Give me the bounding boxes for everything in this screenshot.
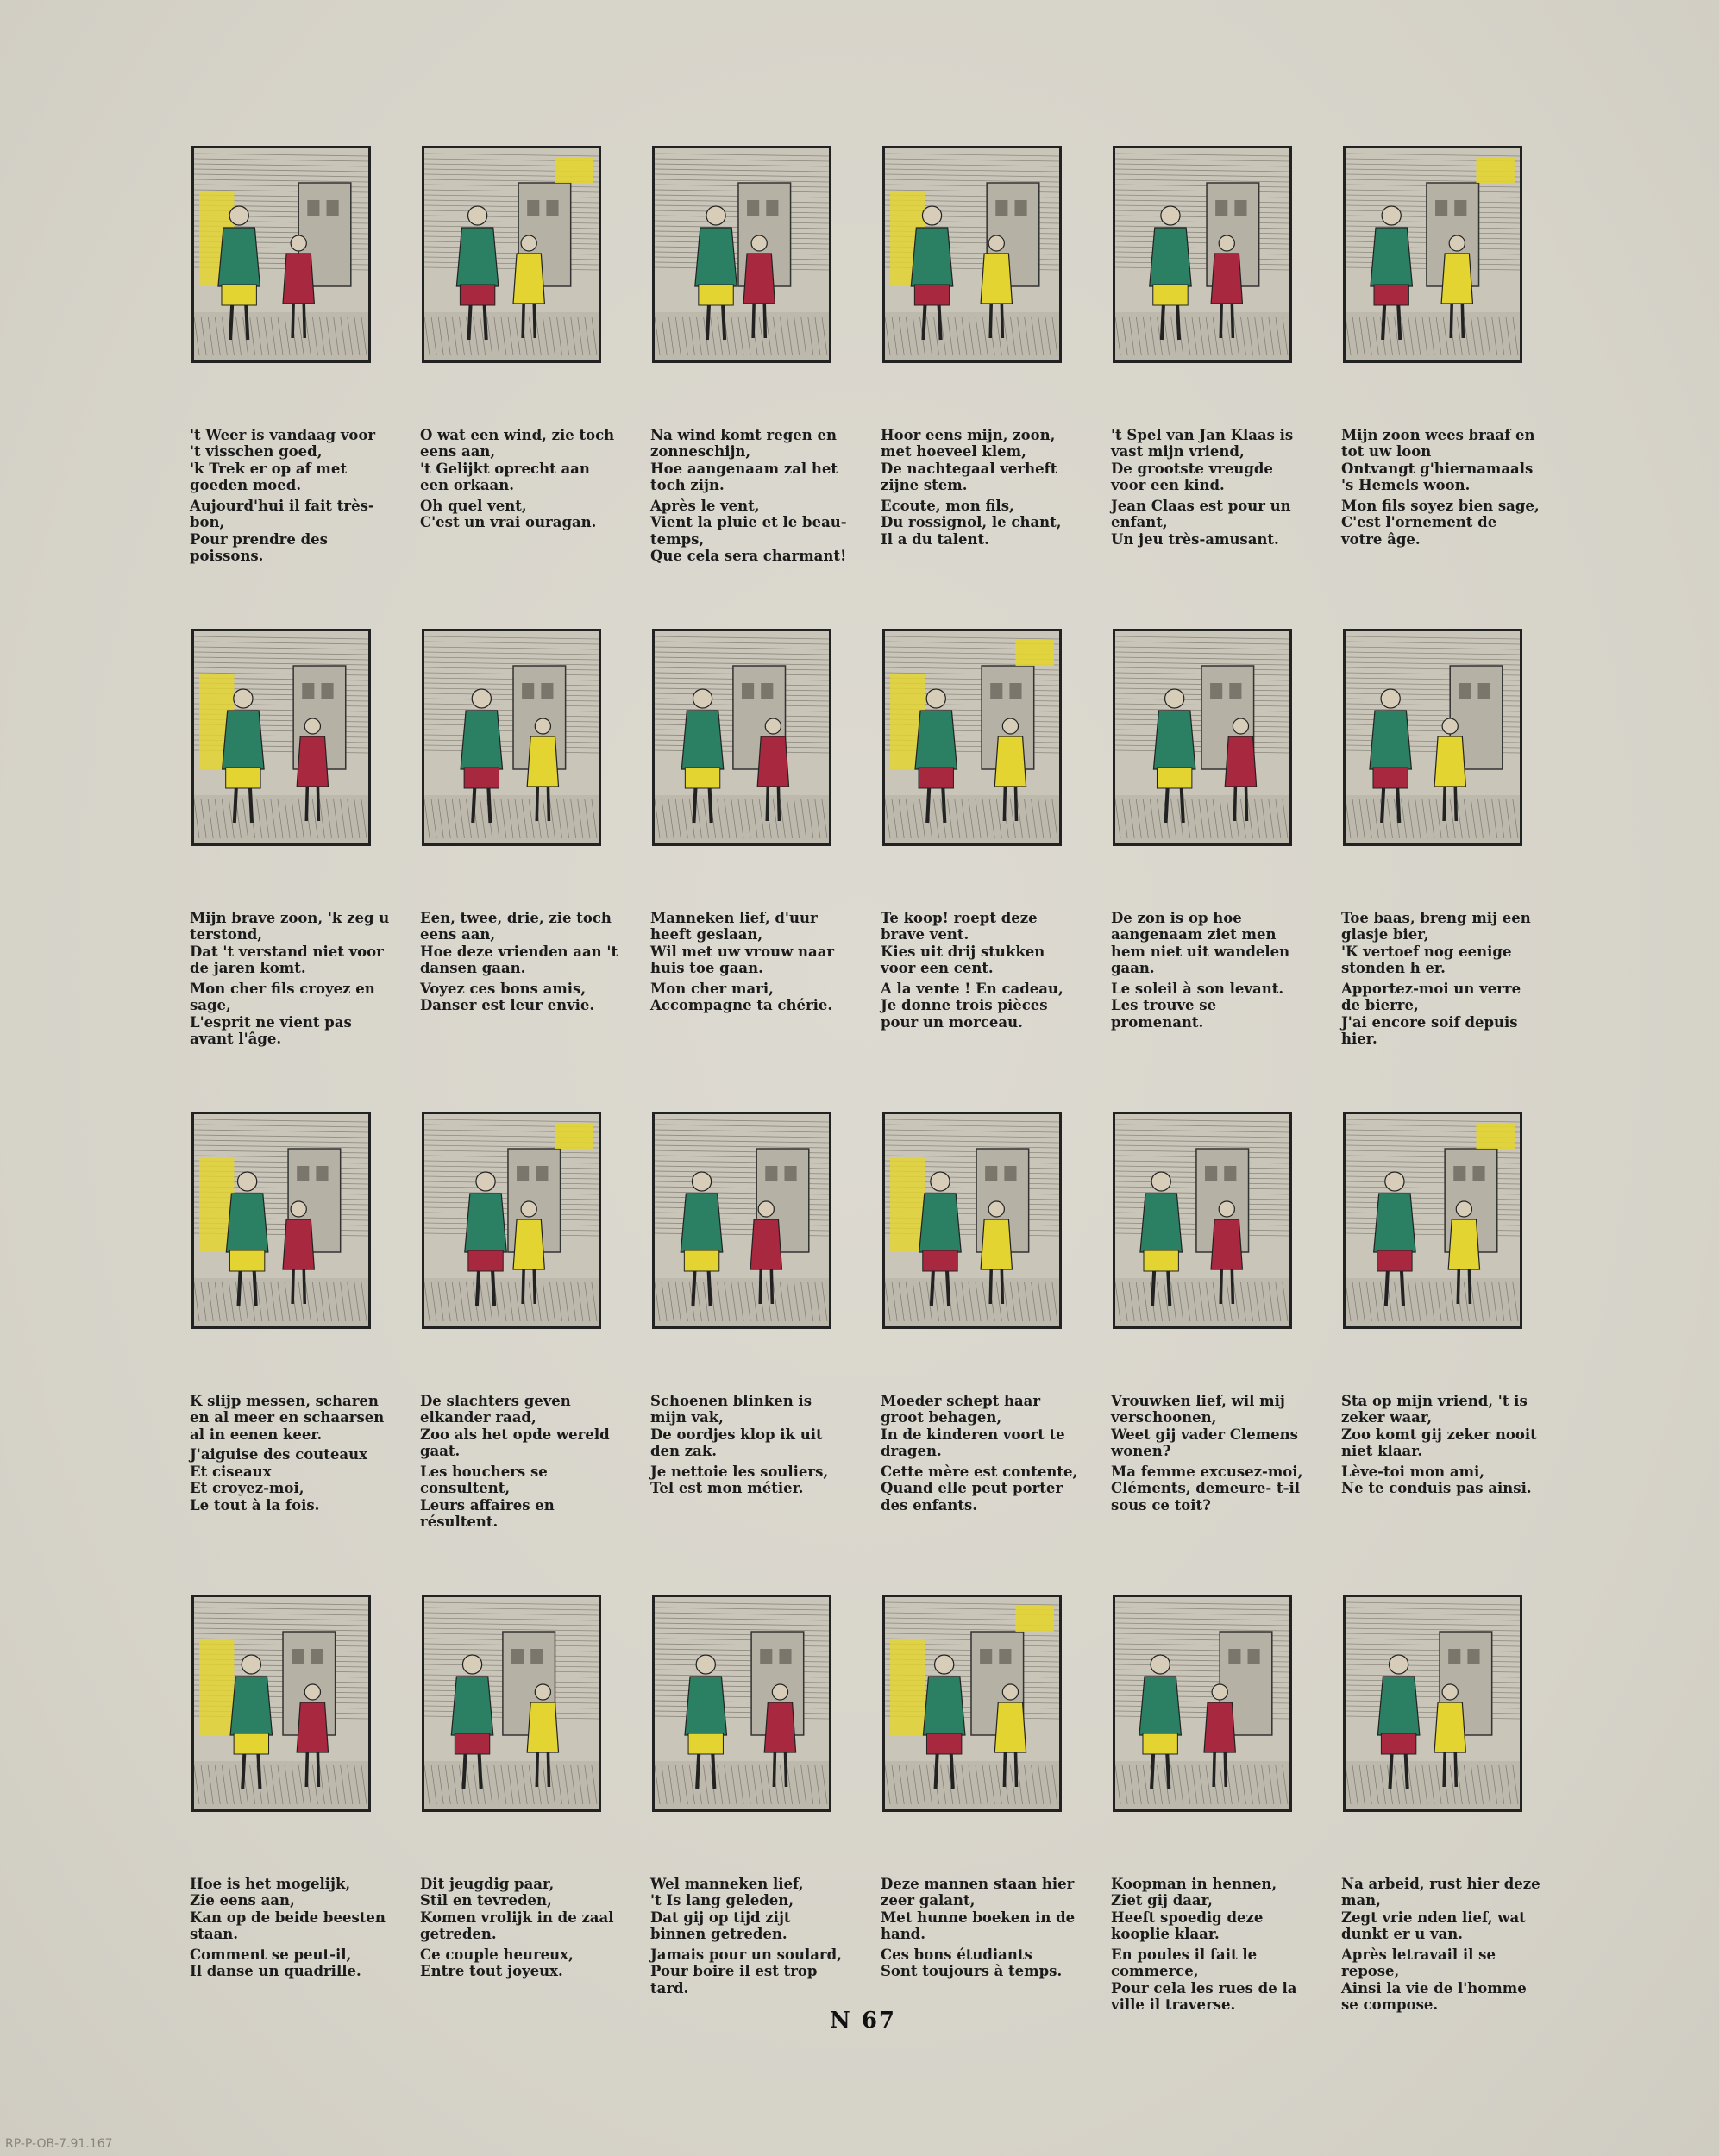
woodcut-picture	[882, 146, 1062, 363]
caption-dutch: Toe baas, breng mij een glasje bier, 'K vertoef nog eenige stonden h er.	[1341, 909, 1531, 976]
caption-dutch: Wel manneken lief, 't Is lang geleden, Dat gij op tijd zijt binnen getreden.	[650, 1875, 804, 1942]
caption	[1111, 1376, 1311, 1531]
caption	[650, 1376, 850, 1514]
caption-dutch: Koopman in hennen, Ziet gij daar, Heeft spoedig deze kooplie klaar.	[1111, 1875, 1277, 1942]
page-number: N 67	[830, 2008, 896, 2034]
woodcut-picture	[191, 629, 371, 846]
caption-dutch: De zon is op hoe aangenaam ziet men hem niet uit wandelen gaan.	[1111, 909, 1290, 976]
woodcut-picture	[882, 629, 1062, 846]
print-cell-8	[403, 617, 631, 1100]
print-cell-17	[1094, 1100, 1322, 1583]
woodcut-picture	[1113, 1112, 1292, 1329]
woodcut-picture	[191, 1595, 371, 1812]
print-cell-1	[173, 134, 401, 617]
caption-dutch: Na wind komt regen en zonneschijn, Hoe aangenaam zal het toch zijn.	[650, 426, 838, 493]
woodcut-picture	[1113, 146, 1292, 363]
caption-dutch: Moeder schept haar groot behagen, In de kinderen voort te dragen.	[881, 1392, 1065, 1459]
woodcut-picture	[1343, 629, 1522, 846]
caption-dutch: K slijp messen, scharen en al meer en schaarsen al in eenen keer.	[190, 1392, 385, 1443]
inventory-stamp: RP-P-OB-7.91.167	[5, 2137, 113, 2151]
caption-dutch: De slachters geven elkander raad, Zoo als het opde wereld gaat.	[420, 1392, 610, 1459]
caption-french: Ma femme excusez-moi, Cléments, demeure- t-il sous ce toit?	[1111, 1463, 1303, 1514]
woodcut-picture	[882, 1595, 1062, 1812]
print-cell-21	[633, 1583, 862, 2065]
woodcut-picture	[1113, 629, 1292, 846]
caption	[650, 893, 850, 1031]
caption-french: Mon cher mari, Accompagne ta chérie.	[650, 980, 833, 1013]
caption-dutch: Hoe is het mogelijk, Zie eens aan, Kan op de beide beesten staan.	[190, 1875, 386, 1942]
caption	[190, 1858, 390, 1996]
caption-dutch: Hoor eens mijn, zoon, met hoeveel klem, De nachtegaal verheft zijne stem.	[881, 426, 1057, 493]
caption	[1341, 893, 1541, 1064]
caption-french: Après letravail il se repose, Ainsi la vie de l'homme se compose.	[1341, 1946, 1527, 2013]
caption-french: Ecoute, mon fils, Du rossignol, le chant, Il a du talent.	[881, 497, 1062, 548]
caption-french: Jean Claas est pour un enfant, Un jeu très-amusant.	[1111, 497, 1291, 548]
woodcut-picture	[652, 146, 831, 363]
caption-french: Voyez ces bons amis, Danser est leur envie.	[420, 980, 595, 1013]
caption-dutch: Na arbeid, rust hier deze man, Zegt vrie nden lief, wat dunkt er u van.	[1341, 1875, 1540, 1942]
caption-french: Je nettoie les souliers, Tel est mon métier.	[650, 1463, 829, 1496]
caption-dutch: Dit jeugdig paar, Stil en tevreden, Komen vrolijk in de zaal getreden.	[420, 1875, 614, 1942]
caption	[420, 893, 620, 1031]
caption	[190, 410, 390, 581]
caption-dutch: Schoenen blinken is mijn vak, De oordjes klop ik uit den zak.	[650, 1392, 823, 1459]
caption-french: J'aiguise des couteaux Et ciseaux Et croyez-moi, Le tout à la fois.	[190, 1446, 367, 1514]
print-cell-24	[1324, 1583, 1553, 2065]
print-cell-23	[1094, 1583, 1322, 2065]
caption	[190, 1376, 390, 1531]
caption-french: Mon cher fils croyez en sage, L'esprit ne vient pas avant l'âge.	[190, 980, 375, 1047]
caption	[881, 1376, 1081, 1531]
caption-dutch: Manneken lief, d'uur heeft geslaan, Wil met uw vrouw naar huis toe gaan.	[650, 909, 835, 976]
caption-dutch: 't Spel van Jan Klaas is vast mijn vriend, De grootste vreugde voor een kind.	[1111, 426, 1294, 493]
caption-dutch: O wat een wind, zie toch eens aan, 't Gelijkt oprecht aan een orkaan.	[420, 426, 615, 493]
caption-dutch: Een, twee, drie, zie toch eens aan, Hoe deze vrienden aan 't dansen gaan.	[420, 909, 618, 976]
woodcut-picture	[652, 1595, 831, 1812]
caption-french: Comment se peut-il, Il danse un quadrille.	[190, 1946, 361, 1979]
caption	[881, 410, 1081, 565]
print-cell-12	[1324, 617, 1553, 1100]
caption-dutch: Te koop! roept deze brave vent. Kies uit drij stukken voor een cent.	[881, 909, 1045, 976]
caption-french: Aujourd'hui il fait très-bon, Pour prendre des poissons.	[190, 497, 374, 564]
caption-french: Mon fils soyez bien sage, C'est l'ornement de votre âge.	[1341, 497, 1540, 548]
caption-french: Apportez-moi un verre de bierre, J'ai encore soif depuis hier.	[1341, 980, 1521, 1047]
print-cell-2	[403, 134, 631, 617]
caption	[420, 1858, 620, 1996]
print-cell-9	[633, 617, 862, 1100]
caption-dutch: Mijn brave zoon, 'k zeg u terstond, Dat 't verstand niet voor de jaren komt.	[190, 909, 390, 976]
caption-french: Ce couple heureux, Entre tout joyeux.	[420, 1946, 574, 1979]
print-cell-5	[1094, 134, 1322, 617]
caption	[1111, 410, 1311, 565]
woodcut-picture	[1343, 146, 1522, 363]
caption-dutch: 't Weer is vandaag voor 't visschen goed, 'k Trek er op af met goeden moed.	[190, 426, 376, 493]
caption-french: Lève-toi mon ami, Ne te conduis pas ainsi.	[1341, 1463, 1532, 1496]
caption-french: Ces bons étudiants Sont toujours à temps.	[881, 1946, 1063, 1979]
caption-french: Après le vent, Vient la pluie et le beau-temps, Que cela sera charmant!	[650, 497, 847, 564]
print-cell-13	[173, 1100, 401, 1583]
caption	[881, 893, 1081, 1048]
caption-dutch: Vrouwken lief, wil mij verschoonen, Weet gij vader Clemens wonen?	[1111, 1392, 1298, 1459]
caption-french: En poules il fait le commerce, Pour cela les rues de la ville il traverse.	[1111, 1946, 1297, 2013]
woodcut-picture	[1113, 1595, 1292, 1812]
woodcut-picture	[652, 629, 831, 846]
woodcut-picture	[1343, 1595, 1522, 1812]
caption-dutch: Sta op mijn vriend, 't is zeker waar, Zoo komt gij zeker nooit niet klaar.	[1341, 1392, 1537, 1459]
woodcut-picture	[422, 629, 601, 846]
print-cell-4	[863, 134, 1092, 617]
caption-french: Cette mère est contente, Quand elle peut porter des enfants.	[881, 1463, 1078, 1514]
caption-french: Jamais pour un soulard, Pour boire il est trop tard.	[650, 1946, 842, 1996]
woodcut-picture	[1343, 1112, 1522, 1329]
caption	[420, 1376, 620, 1547]
caption	[190, 893, 390, 1064]
image-grid	[173, 134, 1553, 2065]
caption-dutch: Mijn zoon wees braaf en tot uw loon Ontvangt g'hiernamaals 's Hemels woon.	[1341, 426, 1535, 493]
print-cell-10	[863, 617, 1092, 1100]
woodcut-picture	[191, 1112, 371, 1329]
print-cell-19	[173, 1583, 401, 2065]
caption	[420, 410, 620, 548]
print-cell-18	[1324, 1100, 1553, 1583]
print-cell-3	[633, 134, 862, 617]
print-cell-7	[173, 617, 401, 1100]
woodcut-picture	[191, 146, 371, 363]
woodcut-picture	[422, 1595, 601, 1812]
print-cell-14	[403, 1100, 631, 1583]
caption	[1341, 1858, 1541, 2030]
caption	[881, 1858, 1081, 1996]
caption	[1111, 1858, 1311, 2030]
caption-french: Les bouchers se consultent, Leurs affaires en résultent.	[420, 1463, 555, 1530]
caption-french: A la vente ! En cadeau, Je donne trois pièces pour un morceau.	[881, 980, 1063, 1031]
print-cell-20	[403, 1583, 631, 2065]
woodcut-picture	[882, 1112, 1062, 1329]
print-cell-15	[633, 1100, 862, 1583]
caption	[1341, 1376, 1541, 1514]
print-cell-16	[863, 1100, 1092, 1583]
print-cell-6	[1324, 134, 1553, 617]
caption	[650, 1858, 850, 2014]
print-cell-22	[863, 1583, 1092, 2065]
caption-french: Le soleil à son levant. Les trouve se promenant.	[1111, 980, 1284, 1031]
caption-dutch: Deze mannen staan hier zeer galant, Met hunne boeken in de hand.	[881, 1875, 1076, 1942]
caption	[1341, 410, 1541, 565]
caption	[1111, 893, 1311, 1048]
woodcut-picture	[422, 146, 601, 363]
caption	[650, 410, 850, 581]
caption-french: Oh quel vent, C'est un vrai ouragan.	[420, 497, 597, 530]
print-cell-11	[1094, 617, 1322, 1100]
woodcut-picture	[652, 1112, 831, 1329]
woodcut-picture	[422, 1112, 601, 1329]
